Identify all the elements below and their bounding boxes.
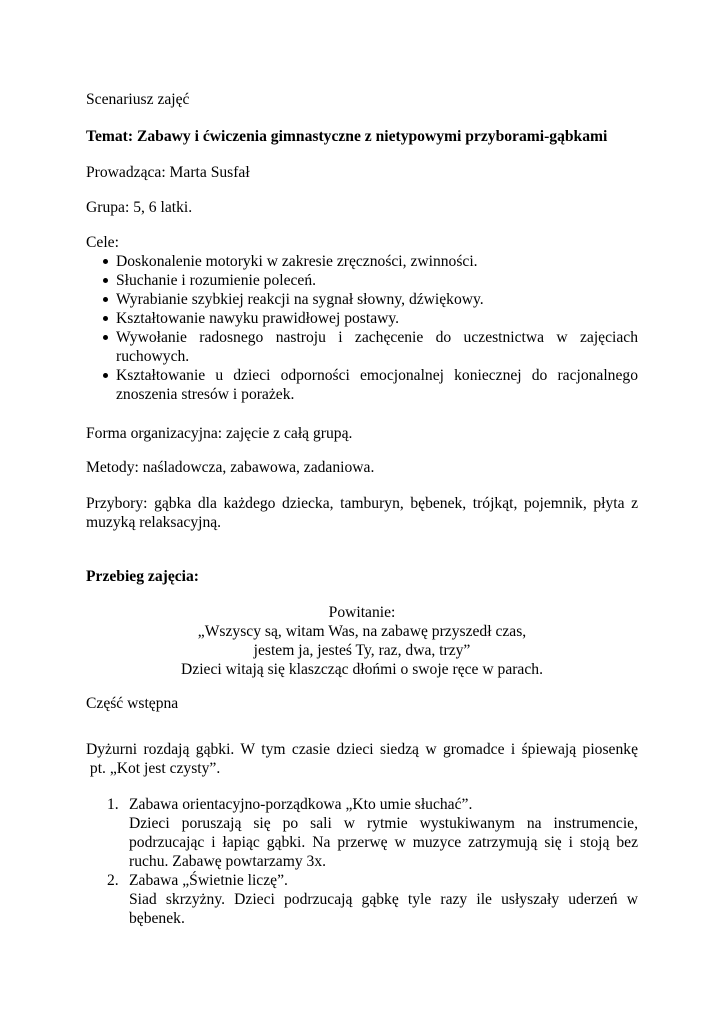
document-heading: Scenariusz zajęć bbox=[86, 91, 190, 108]
document-topic: Temat: Zabawy i ćwiczenia gimnastyczne z nietypowymi przyborami-gąbkami bbox=[86, 128, 608, 145]
activity-steps bbox=[86, 795, 638, 928]
activity-step bbox=[86, 871, 638, 928]
duty-paragraph bbox=[86, 740, 638, 778]
goal-item: Kształtowanie nawyku prawidłowej postawy. bbox=[116, 310, 400, 327]
intro-part-heading: Część wstępna bbox=[86, 695, 179, 712]
document-methods: Metody: naśladowcza, zabawowa, zadaniowa. bbox=[86, 459, 375, 476]
goals-list bbox=[86, 252, 638, 404]
course-heading: Przebieg zajęcia: bbox=[86, 568, 199, 585]
step-title: Zabawa „Świetnie liczę”. bbox=[129, 872, 288, 889]
greeting-line: Dzieci witają się klaszcząc dłońmi o swoje ręce w parach. bbox=[181, 661, 543, 678]
step-text: Siad skrzyżny. Dzieci podrzucają gąbkę tyle razy ile usłyszały uderzeń w bębenek. bbox=[129, 891, 638, 927]
greeting-line: „Wszyscy są, witam Was, na zabawę przyszedł czas, bbox=[197, 623, 527, 640]
greeting-line: jestem ja, jesteś Ty, raz, dwa, trzy” bbox=[253, 642, 471, 659]
document-equipment: Przybory: gąbka dla każdego dziecka, tamburyn, bębenek, trójkąt, pojemnik, płyta z muzyką relaksacyjną. bbox=[86, 495, 638, 531]
goal-item: Doskonalenie motoryki w zakresie zręczności, zwinności. bbox=[116, 253, 478, 270]
goal-item: Wywołanie radosnego nastroju i zachęcenie do uczestnictwa w zajęciach ruchowych. bbox=[116, 329, 638, 365]
step-text: Dzieci poruszają się po sali w rytmie wystukiwanym na instrumencie, podrzucając i łapiąc gąbki. Na przerwę w muzyce zatrzymują się i stoją bez ruchu. Zabawę powtarzamy 3x. bbox=[129, 815, 638, 870]
goal-item: Kształtowanie u dzieci odporności emocjonalnej koniecznej do racjonalnego znoszenia stresów i porażek. bbox=[116, 367, 638, 403]
goal-item: Wyrabianie szybkiej reakcji na sygnał słowny, dźwiękowy. bbox=[116, 291, 484, 308]
greeting-line: Powitanie: bbox=[328, 604, 396, 621]
greeting-block bbox=[86, 603, 638, 679]
goals-label: Cele: bbox=[86, 234, 119, 251]
document-form: Forma organizacyjna: zajęcie z całą grupą. bbox=[86, 425, 353, 442]
activity-step bbox=[86, 795, 638, 871]
step-number: 1. bbox=[107, 796, 119, 813]
duty-line: Dyżurni rozdają gąbki. W tym czasie dzieci siedzą w gromadce i śpiewają piosenkę bbox=[86, 741, 638, 758]
duty-line: pt. „Kot jest czysty”. bbox=[86, 760, 221, 777]
step-number: 2. bbox=[107, 872, 119, 889]
goal-item: Słuchanie i rozumienie poleceń. bbox=[116, 272, 317, 289]
document-group: Grupa: 5, 6 latki. bbox=[86, 199, 193, 216]
document-leader: Prowadząca: Marta Susfał bbox=[86, 164, 250, 181]
step-title: Zabawa orientacyjno-porządkowa „Kto umie słuchać”. bbox=[129, 796, 473, 813]
